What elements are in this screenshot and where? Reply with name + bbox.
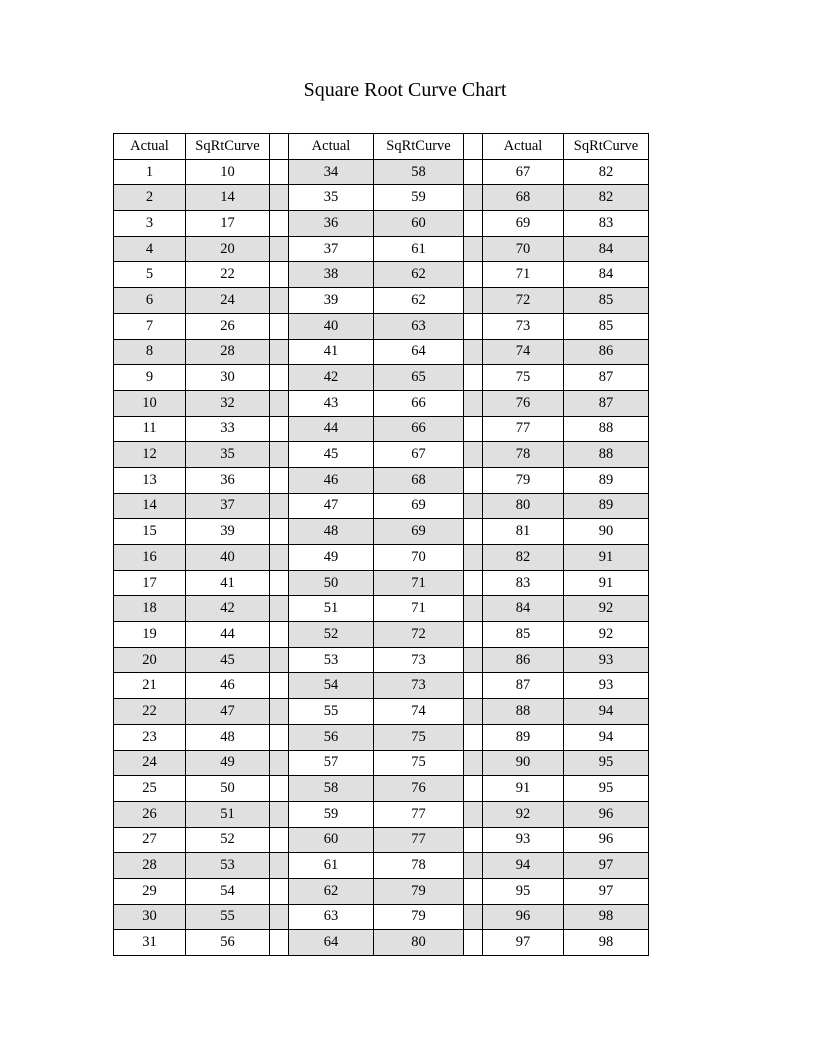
spacer-cell xyxy=(464,159,483,185)
spacer-cell xyxy=(464,673,483,699)
actual-cell: 38 xyxy=(289,262,374,288)
table-row xyxy=(114,467,649,493)
curve-cell: 96 xyxy=(564,801,649,827)
actual-cell: 5 xyxy=(114,262,186,288)
actual-cell: 77 xyxy=(483,416,564,442)
spacer-cell xyxy=(464,390,483,416)
table-row xyxy=(114,827,649,853)
table-row xyxy=(114,750,649,776)
actual-cell: 71 xyxy=(483,262,564,288)
curve-cell: 84 xyxy=(564,262,649,288)
curve-cell: 95 xyxy=(564,776,649,802)
curve-cell: 97 xyxy=(564,853,649,879)
curve-cell: 79 xyxy=(374,878,464,904)
spacer-cell xyxy=(464,853,483,879)
curve-cell: 77 xyxy=(374,827,464,853)
curve-cell: 14 xyxy=(186,185,270,211)
spacer-cell xyxy=(270,570,289,596)
curve-cell: 86 xyxy=(564,339,649,365)
actual-cell: 92 xyxy=(483,801,564,827)
spacer-cell xyxy=(464,750,483,776)
spacer-cell xyxy=(270,930,289,956)
actual-cell: 11 xyxy=(114,416,186,442)
curve-cell: 75 xyxy=(374,750,464,776)
curve-cell: 52 xyxy=(186,827,270,853)
spacer-cell xyxy=(464,904,483,930)
actual-cell: 22 xyxy=(114,699,186,725)
curve-cell: 74 xyxy=(374,699,464,725)
table-row xyxy=(114,288,649,314)
spacer-cell xyxy=(464,596,483,622)
actual-cell: 41 xyxy=(289,339,374,365)
actual-cell: 4 xyxy=(114,236,186,262)
curve-cell: 30 xyxy=(186,365,270,391)
curve-cell: 20 xyxy=(186,236,270,262)
curve-cell: 91 xyxy=(564,545,649,571)
actual-cell: 47 xyxy=(289,493,374,519)
curve-cell: 22 xyxy=(186,262,270,288)
spacer-cell xyxy=(464,493,483,519)
curve-cell: 96 xyxy=(564,827,649,853)
actual-cell: 73 xyxy=(483,313,564,339)
actual-cell: 27 xyxy=(114,827,186,853)
table-row xyxy=(114,596,649,622)
curve-cell: 95 xyxy=(564,750,649,776)
curve-cell: 10 xyxy=(186,159,270,185)
curve-cell: 89 xyxy=(564,493,649,519)
spacer-cell xyxy=(270,159,289,185)
curve-cell: 67 xyxy=(374,442,464,468)
spacer-cell xyxy=(464,416,483,442)
table-row xyxy=(114,673,649,699)
curve-cell: 32 xyxy=(186,390,270,416)
spacer-cell xyxy=(270,596,289,622)
header-actual: Actual xyxy=(483,134,564,160)
header-curve: SqRtCurve xyxy=(374,134,464,160)
curve-cell: 71 xyxy=(374,570,464,596)
actual-cell: 52 xyxy=(289,622,374,648)
curve-cell: 37 xyxy=(186,493,270,519)
actual-cell: 6 xyxy=(114,288,186,314)
curve-cell: 98 xyxy=(564,904,649,930)
spacer-cell xyxy=(270,622,289,648)
spacer-cell xyxy=(464,313,483,339)
table-row xyxy=(114,519,649,545)
table-row xyxy=(114,442,649,468)
spacer-cell xyxy=(464,930,483,956)
table-row xyxy=(114,390,649,416)
spacer-cell xyxy=(270,750,289,776)
actual-cell: 20 xyxy=(114,647,186,673)
spacer-cell xyxy=(464,339,483,365)
curve-cell: 87 xyxy=(564,390,649,416)
curve-cell: 92 xyxy=(564,622,649,648)
actual-cell: 61 xyxy=(289,853,374,879)
curve-cell: 28 xyxy=(186,339,270,365)
spacer-cell xyxy=(270,647,289,673)
curve-cell: 73 xyxy=(374,647,464,673)
table-row xyxy=(114,545,649,571)
curve-cell: 85 xyxy=(564,288,649,314)
spacer-cell xyxy=(464,262,483,288)
spacer-cell xyxy=(270,365,289,391)
curve-cell: 72 xyxy=(374,622,464,648)
curve-cell: 54 xyxy=(186,878,270,904)
actual-cell: 45 xyxy=(289,442,374,468)
curve-cell: 93 xyxy=(564,647,649,673)
curve-cell: 69 xyxy=(374,493,464,519)
actual-cell: 95 xyxy=(483,878,564,904)
spacer-cell xyxy=(464,699,483,725)
actual-cell: 88 xyxy=(483,699,564,725)
actual-cell: 30 xyxy=(114,904,186,930)
header-curve: SqRtCurve xyxy=(564,134,649,160)
actual-cell: 48 xyxy=(289,519,374,545)
actual-cell: 8 xyxy=(114,339,186,365)
actual-cell: 76 xyxy=(483,390,564,416)
actual-cell: 12 xyxy=(114,442,186,468)
spacer-cell xyxy=(270,390,289,416)
actual-cell: 26 xyxy=(114,801,186,827)
table-row xyxy=(114,930,649,956)
actual-cell: 42 xyxy=(289,365,374,391)
spacer-cell xyxy=(464,134,483,160)
actual-cell: 96 xyxy=(483,904,564,930)
curve-cell: 35 xyxy=(186,442,270,468)
actual-cell: 78 xyxy=(483,442,564,468)
table-row xyxy=(114,185,649,211)
actual-cell: 9 xyxy=(114,365,186,391)
table-row xyxy=(114,570,649,596)
curve-cell: 55 xyxy=(186,904,270,930)
table-row xyxy=(114,776,649,802)
curve-cell: 58 xyxy=(374,159,464,185)
spacer-cell xyxy=(464,622,483,648)
curve-cell: 84 xyxy=(564,236,649,262)
actual-cell: 31 xyxy=(114,930,186,956)
actual-cell: 7 xyxy=(114,313,186,339)
actual-cell: 46 xyxy=(289,467,374,493)
spacer-cell xyxy=(464,442,483,468)
curve-cell: 24 xyxy=(186,288,270,314)
spacer-cell xyxy=(464,647,483,673)
curve-cell: 78 xyxy=(374,853,464,879)
actual-cell: 36 xyxy=(289,211,374,237)
curve-cell: 60 xyxy=(374,211,464,237)
spacer-cell xyxy=(270,904,289,930)
actual-cell: 84 xyxy=(483,596,564,622)
actual-cell: 87 xyxy=(483,673,564,699)
curve-cell: 87 xyxy=(564,365,649,391)
table-row xyxy=(114,211,649,237)
curve-cell: 62 xyxy=(374,288,464,314)
actual-cell: 18 xyxy=(114,596,186,622)
curve-cell: 42 xyxy=(186,596,270,622)
actual-cell: 82 xyxy=(483,545,564,571)
actual-cell: 91 xyxy=(483,776,564,802)
curve-cell: 44 xyxy=(186,622,270,648)
curve-cell: 47 xyxy=(186,699,270,725)
spacer-cell xyxy=(464,365,483,391)
actual-cell: 24 xyxy=(114,750,186,776)
actual-cell: 43 xyxy=(289,390,374,416)
curve-cell: 26 xyxy=(186,313,270,339)
spacer-cell xyxy=(270,853,289,879)
curve-cell: 88 xyxy=(564,416,649,442)
curve-cell: 41 xyxy=(186,570,270,596)
spacer-cell xyxy=(464,185,483,211)
curve-cell: 69 xyxy=(374,519,464,545)
curve-cell: 91 xyxy=(564,570,649,596)
actual-cell: 69 xyxy=(483,211,564,237)
spacer-cell xyxy=(270,236,289,262)
actual-cell: 2 xyxy=(114,185,186,211)
header-row xyxy=(114,134,649,160)
table-row xyxy=(114,313,649,339)
curve-cell: 82 xyxy=(564,185,649,211)
actual-cell: 56 xyxy=(289,724,374,750)
actual-cell: 86 xyxy=(483,647,564,673)
spacer-cell xyxy=(270,724,289,750)
table-row xyxy=(114,159,649,185)
curve-cell: 97 xyxy=(564,878,649,904)
curve-cell: 85 xyxy=(564,313,649,339)
actual-cell: 49 xyxy=(289,545,374,571)
actual-cell: 13 xyxy=(114,467,186,493)
spacer-cell xyxy=(270,776,289,802)
curve-cell: 89 xyxy=(564,467,649,493)
actual-cell: 59 xyxy=(289,801,374,827)
spacer-cell xyxy=(270,467,289,493)
actual-cell: 60 xyxy=(289,827,374,853)
table-body xyxy=(114,159,649,955)
spacer-cell xyxy=(464,776,483,802)
curve-cell: 68 xyxy=(374,467,464,493)
spacer-cell xyxy=(270,416,289,442)
actual-cell: 64 xyxy=(289,930,374,956)
curve-cell: 50 xyxy=(186,776,270,802)
curve-cell: 53 xyxy=(186,853,270,879)
curve-cell: 51 xyxy=(186,801,270,827)
actual-cell: 63 xyxy=(289,904,374,930)
actual-cell: 90 xyxy=(483,750,564,776)
actual-cell: 16 xyxy=(114,545,186,571)
spacer-cell xyxy=(270,673,289,699)
curve-cell: 59 xyxy=(374,185,464,211)
actual-cell: 57 xyxy=(289,750,374,776)
curve-cell: 94 xyxy=(564,699,649,725)
curve-cell: 66 xyxy=(374,390,464,416)
table-row xyxy=(114,262,649,288)
actual-cell: 3 xyxy=(114,211,186,237)
table-row xyxy=(114,878,649,904)
table-row xyxy=(114,339,649,365)
actual-cell: 74 xyxy=(483,339,564,365)
spacer-cell xyxy=(270,288,289,314)
actual-cell: 80 xyxy=(483,493,564,519)
actual-cell: 94 xyxy=(483,853,564,879)
actual-cell: 72 xyxy=(483,288,564,314)
spacer-cell xyxy=(270,493,289,519)
curve-cell: 17 xyxy=(186,211,270,237)
table-row xyxy=(114,853,649,879)
spacer-cell xyxy=(464,467,483,493)
actual-cell: 39 xyxy=(289,288,374,314)
curve-cell: 92 xyxy=(564,596,649,622)
curve-cell: 62 xyxy=(374,262,464,288)
spacer-cell xyxy=(270,827,289,853)
actual-cell: 44 xyxy=(289,416,374,442)
curve-cell: 83 xyxy=(564,211,649,237)
spacer-cell xyxy=(270,545,289,571)
curve-cell: 61 xyxy=(374,236,464,262)
actual-cell: 68 xyxy=(483,185,564,211)
curve-cell: 66 xyxy=(374,416,464,442)
table-row xyxy=(114,647,649,673)
curve-cell: 79 xyxy=(374,904,464,930)
curve-table xyxy=(113,133,649,956)
spacer-cell xyxy=(270,519,289,545)
spacer-cell xyxy=(464,288,483,314)
actual-cell: 55 xyxy=(289,699,374,725)
curve-cell: 90 xyxy=(564,519,649,545)
page-title: Square Root Curve Chart xyxy=(303,79,507,101)
spacer-cell xyxy=(464,236,483,262)
curve-cell: 36 xyxy=(186,467,270,493)
spacer-cell xyxy=(270,699,289,725)
actual-cell: 70 xyxy=(483,236,564,262)
curve-cell: 98 xyxy=(564,930,649,956)
curve-cell: 64 xyxy=(374,339,464,365)
actual-cell: 1 xyxy=(114,159,186,185)
spacer-cell xyxy=(270,801,289,827)
actual-cell: 97 xyxy=(483,930,564,956)
actual-cell: 83 xyxy=(483,570,564,596)
actual-cell: 85 xyxy=(483,622,564,648)
curve-cell: 75 xyxy=(374,724,464,750)
header-actual: Actual xyxy=(114,134,186,160)
spacer-cell xyxy=(464,801,483,827)
spacer-cell xyxy=(464,724,483,750)
actual-cell: 67 xyxy=(483,159,564,185)
actual-cell: 28 xyxy=(114,853,186,879)
curve-cell: 33 xyxy=(186,416,270,442)
actual-cell: 25 xyxy=(114,776,186,802)
actual-cell: 15 xyxy=(114,519,186,545)
actual-cell: 21 xyxy=(114,673,186,699)
spacer-cell xyxy=(270,442,289,468)
actual-cell: 17 xyxy=(114,570,186,596)
actual-cell: 50 xyxy=(289,570,374,596)
curve-cell: 82 xyxy=(564,159,649,185)
curve-cell: 70 xyxy=(374,545,464,571)
curve-cell: 48 xyxy=(186,724,270,750)
actual-cell: 93 xyxy=(483,827,564,853)
curve-cell: 45 xyxy=(186,647,270,673)
actual-cell: 75 xyxy=(483,365,564,391)
spacer-cell xyxy=(270,185,289,211)
actual-cell: 40 xyxy=(289,313,374,339)
actual-cell: 62 xyxy=(289,878,374,904)
curve-cell: 80 xyxy=(374,930,464,956)
spacer-cell xyxy=(464,545,483,571)
curve-cell: 56 xyxy=(186,930,270,956)
header-actual: Actual xyxy=(289,134,374,160)
curve-cell: 88 xyxy=(564,442,649,468)
table-row xyxy=(114,724,649,750)
actual-cell: 34 xyxy=(289,159,374,185)
curve-cell: 73 xyxy=(374,673,464,699)
curve-cell: 93 xyxy=(564,673,649,699)
actual-cell: 10 xyxy=(114,390,186,416)
spacer-cell xyxy=(464,878,483,904)
actual-cell: 51 xyxy=(289,596,374,622)
actual-cell: 35 xyxy=(289,185,374,211)
actual-cell: 37 xyxy=(289,236,374,262)
actual-cell: 89 xyxy=(483,724,564,750)
actual-cell: 81 xyxy=(483,519,564,545)
actual-cell: 53 xyxy=(289,647,374,673)
curve-cell: 63 xyxy=(374,313,464,339)
actual-cell: 29 xyxy=(114,878,186,904)
spacer-cell xyxy=(464,519,483,545)
table-row xyxy=(114,365,649,391)
actual-cell: 58 xyxy=(289,776,374,802)
actual-cell: 54 xyxy=(289,673,374,699)
curve-cell: 94 xyxy=(564,724,649,750)
table-row xyxy=(114,416,649,442)
spacer-cell xyxy=(270,878,289,904)
curve-cell: 46 xyxy=(186,673,270,699)
table-row xyxy=(114,622,649,648)
curve-cell: 71 xyxy=(374,596,464,622)
table-row xyxy=(114,493,649,519)
spacer-cell xyxy=(464,211,483,237)
spacer-cell xyxy=(270,262,289,288)
curve-cell: 76 xyxy=(374,776,464,802)
curve-cell: 49 xyxy=(186,750,270,776)
table-row xyxy=(114,904,649,930)
table-row xyxy=(114,801,649,827)
spacer-cell xyxy=(464,570,483,596)
curve-cell: 40 xyxy=(186,545,270,571)
curve-cell: 77 xyxy=(374,801,464,827)
curve-cell: 65 xyxy=(374,365,464,391)
spacer-cell xyxy=(270,339,289,365)
table-row xyxy=(114,236,649,262)
actual-cell: 23 xyxy=(114,724,186,750)
actual-cell: 19 xyxy=(114,622,186,648)
actual-cell: 79 xyxy=(483,467,564,493)
table-row xyxy=(114,699,649,725)
header-curve: SqRtCurve xyxy=(186,134,270,160)
actual-cell: 14 xyxy=(114,493,186,519)
spacer-cell xyxy=(270,134,289,160)
curve-cell: 39 xyxy=(186,519,270,545)
spacer-cell xyxy=(464,827,483,853)
spacer-cell xyxy=(270,313,289,339)
spacer-cell xyxy=(270,211,289,237)
